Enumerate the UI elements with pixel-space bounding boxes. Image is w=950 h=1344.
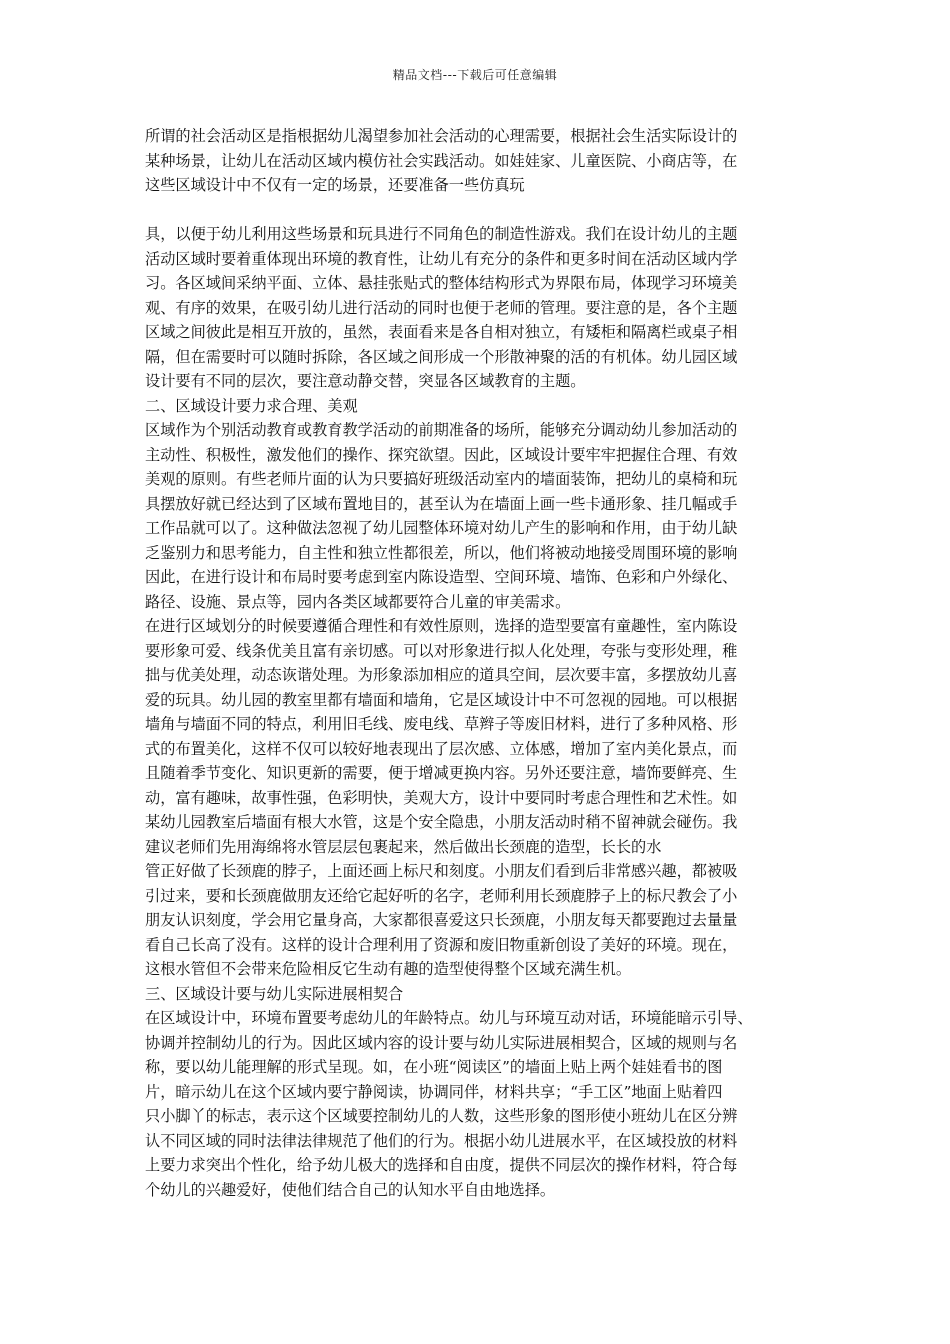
text-line: 片，暗示幼儿在这个区域内要宁静阅读，协调同伴，材料共享；“手工区”地面上贴着四	[145, 1082, 723, 1101]
text-line: 美观的原则。有些老师片面的认为只要搞好班级活动室内的墙面装饰，把幼儿的桌椅和玩	[145, 470, 738, 488]
text-line: 认不同区域的同时法律法律规范了他们的行为。根据小幼儿进展水平，在区域投放的材料	[145, 1131, 738, 1150]
text-line: 工作品就可以了。这种做法忽视了幼儿园整体环境对幼儿产生的影响和作用，由于幼儿缺	[145, 519, 738, 537]
text-line: 协调并控制幼儿的行为。因此区域内容的设计要与幼儿实际进展相契合，区域的规则与名	[145, 1033, 738, 1052]
text-line: 乏鉴别力和思考能力，自主性和独立性都很差，所以，他们将被动地接受周围环境的影响	[145, 543, 738, 562]
text-line: 二、区域设计要力求合理、美观	[145, 396, 358, 415]
text-line: 朋友认识刻度，学会用它量身高，大家都很喜爱这只长颈鹿，小朋友每天都要跑过去量量	[145, 911, 738, 929]
text-line: 主动性、积极性，激发他们的操作、探究欲望。因此，区域设计要牢牢把握住合理、有效	[145, 445, 738, 464]
text-line: 在进行区域划分的时候要遵循合理性和有效性原则，选择的造型要富有童趣性，室内陈设	[145, 617, 738, 635]
paragraph-block-2	[145, 222, 810, 1202]
text-line: 建议老师们先用海绵将水管层层包裹起来，然后做出长颈鹿的造型，长长的水	[145, 837, 662, 856]
text-line: 只小脚丫的标志，表示这个区域要控制幼儿的人数，这些形象的图形使小班幼儿在区分辨	[145, 1107, 738, 1125]
text-line: 这些区域设计中不仅有一定的场景，还要准备一些仿真玩	[145, 176, 525, 194]
text-line: 区域之间彼此是相互开放的，虽然，表面看来是各自相对独立，有矮柜和隔离栏或桌子相	[145, 323, 738, 341]
text-line: 具，以便于幼儿利用这些场景和玩具进行不同角色的制造性游戏。我们在设计幼儿的主题	[145, 225, 738, 243]
paragraph-gap	[145, 198, 810, 223]
text-line: 动，富有趣味，故事性强，色彩明快，美观大方，设计中要同时考虑合理性和艺术性。如	[145, 788, 738, 807]
text-line: 看自己长高了没有。这样的设计合理利用了资源和废旧物重新创设了美好的环境。现在，	[145, 935, 738, 954]
text-line: 设计要有不同的层次，要注意动静交替，突显各区域教育的主题。	[145, 372, 586, 390]
text-line: 引过来，要和长颈鹿做朋友还给它起好听的名字，老师利用长颈鹿脖子上的标尺教会了小	[145, 886, 738, 905]
text-line: 个幼儿的兴趣爱好，使他们结合自己的认知水平自由地选择。	[145, 1180, 556, 1199]
paragraph-block-1	[145, 124, 810, 198]
text-line: 在区域设计中，环境布置要考虑幼儿的年龄特点。幼儿与环境互动对话，环境能暗示引导、	[145, 1009, 753, 1027]
text-line: 路径、设施、景点等，园内各类区域都要符合儿童的审美需求。	[145, 592, 571, 611]
text-line: 这根水管但不会带来危险相反它生动有趣的造型使得整个区域充满生机。	[145, 960, 631, 978]
text-line: 且随着季节变化、知识更新的需要，便于增减更换内容。另外还要注意，墙饰要鲜亮、生	[145, 764, 738, 782]
text-line: 所谓的社会活动区是指根据幼儿渴望参加社会活动的心理需要，根据社会生活实际设计的	[145, 127, 738, 145]
text-line: 某幼儿园教室后墙面有根大水管，这是个安全隐患，小朋友活动时稍不留神就会碰伤。我	[145, 813, 738, 831]
text-line: 管正好做了长颈鹿的脖子，上面还画上标尺和刻度。小朋友们看到后非常感兴趣，都被吸	[145, 862, 738, 880]
text-line: 习。各区域间采纳平面、立体、悬挂张贴式的整体结构形式为界限布局，体现学习环境美	[145, 274, 738, 292]
text-line: 活动区域时要着重体现出环境的教育性，让幼儿有充分的条件和更多时间在活动区域内学	[145, 249, 738, 268]
text-line: 爱的玩具。幼儿园的教室里都有墙面和墙角，它是区域设计中不可忽视的园地。可以根据	[145, 690, 738, 709]
page-header: 精品文档---下载后可任意编辑	[392, 68, 558, 82]
text-line: 上要力求突出个性化，给予幼儿极大的选择和自由度，提供不同层次的操作材料，符合每	[145, 1156, 738, 1174]
text-line: 某种场景，让幼儿在活动区域内模仿社会实践活动。如娃娃家、儿童医院、小商店等，在	[145, 151, 738, 170]
text-line: 区域作为个别活动教育或教育教学活动的前期准备的场所，能够充分调动幼儿参加活动的	[145, 421, 738, 439]
text-line: 称，要以幼儿能理解的形式呈现。如，在小班“阅读区”的墙面上贴上两个娃娃看书的图	[145, 1058, 723, 1076]
document-body	[145, 124, 810, 1202]
text-line: 墙角与墙面不同的特点，利用旧毛线、废电线、草辫子等废旧材料，进行了多种风格、形	[145, 715, 738, 733]
text-line: 拙与优美处理，动态诙谐处理。为形象添加相应的道具空间，层次要丰富，多摆放幼儿喜	[145, 666, 738, 684]
text-line: 隔，但在需要时可以随时拆除，各区域之间形成一个形散神聚的活的有机体。幼儿园区域	[145, 347, 738, 366]
text-line: 具摆放好就已经达到了区域布置地目的，甚至认为在墙面上画一些卡通形象、挂几幅或手	[145, 494, 738, 513]
text-line: 三、区域设计要与幼儿实际进展相契合	[145, 984, 404, 1003]
text-line: 要形象可爱、线条优美且富有亲切感。可以对形象进行拟人化处理，夸张与变形处理，稚	[145, 641, 738, 660]
text-line: 观、有序的效果，在吸引幼儿进行活动的同时也便于老师的管理。要注意的是，各个主题	[145, 298, 738, 317]
text-line: 因此，在进行设计和布局时要考虑到室内陈设造型、空间环境、墙饰、色彩和户外绿化、	[145, 568, 738, 586]
text-line: 式的布置美化，这样不仅可以较好地表现出了层次感、立体感，增加了室内美化景点，而	[145, 739, 738, 758]
